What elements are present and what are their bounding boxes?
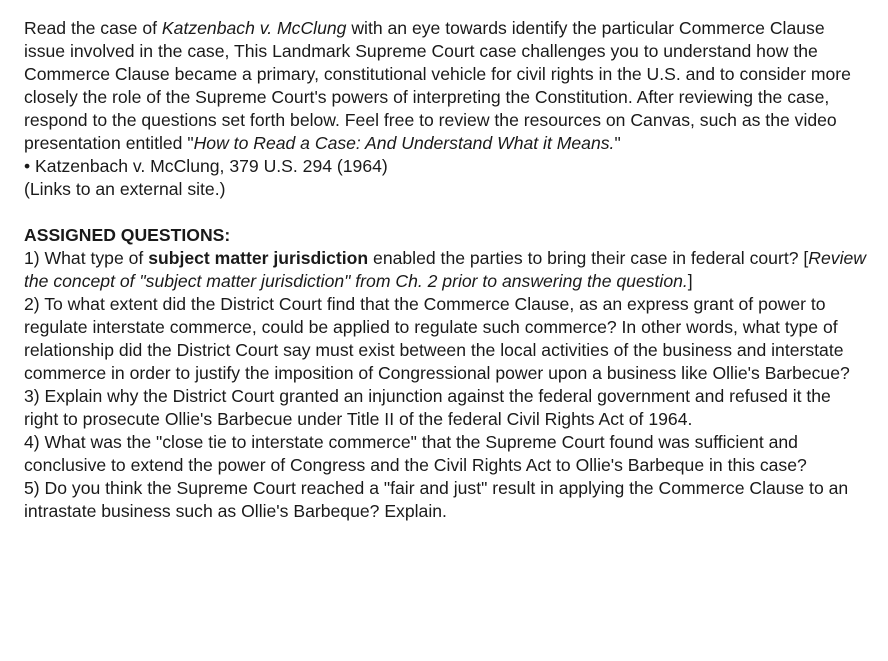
review-note: Review the concept of "subject matter jurisdiction" from Ch. 2 prior to answering the question. xyxy=(24,248,866,291)
questions-heading: ASSIGNED QUESTIONS: xyxy=(24,225,231,245)
intro-text-body: with an eye towards identify the particular Commerce Clause issue involved in the case, This Landmark Supreme Court case challenges you to understand how the Commerce Clause became a primary, constitutional vehicle for civil rights in the U.S. and to consider more closely the role of the Supreme Court's powers of interpreting the Constitution. After reviewing the case, respond to the questions set forth below. Feel free to review the resources on Canvas, such as the video presentation entitled " xyxy=(24,18,851,153)
question-2: 2) To what extent did the District Court find that the Commerce Clause, as an express grant of power to regulate interstate commerce, could be applied to regulate such commerce? In other words, what type of relationship did the District Court say must exist between the local activities of the business and interstate commerce in order to justify the imposition of Congressional power upon a business like Ollie's Barbecue? xyxy=(24,294,850,383)
question-1: 1) What type of subject matter jurisdiction enabled the parties to bring their case in federal court? [Review the concept of "subject matter jurisdiction" from Ch. 2 prior to answering the question.] xyxy=(24,248,866,291)
external-link-note[interactable]: (Links to an external site.) xyxy=(24,179,226,199)
assignment-document xyxy=(24,17,869,523)
jurisdiction-term: subject matter jurisdiction xyxy=(148,248,369,268)
intro-text-end: " xyxy=(614,133,621,153)
spacer xyxy=(24,201,869,224)
question-4: 4) What was the "close tie to interstate commerce" that the Supreme Court found was sufficient and conclusive to extend the power of Congress and the Civil Rights Act to Ollie's Barbeque in this case? xyxy=(24,432,807,475)
intro-text-start: Read the case of xyxy=(24,18,162,38)
question-3: 3) Explain why the District Court granted an injunction against the federal government and refused it the right to prosecute Ollie's Barbecue under Title II of the federal Civil Rights Act of 1964. xyxy=(24,386,831,429)
case-citation: • Katzenbach v. McClung, 379 U.S. 294 (1964) xyxy=(24,156,388,176)
intro-paragraph xyxy=(24,17,869,155)
case-name: Katzenbach v. McClung xyxy=(161,18,347,38)
video-title: How to Read a Case: And Understand What it Means. xyxy=(193,133,615,153)
question-5: 5) Do you think the Supreme Court reached a "fair and just" result in applying the Commerce Clause to an intrastate business such as Ollie's Barbeque? Explain. xyxy=(24,478,849,521)
